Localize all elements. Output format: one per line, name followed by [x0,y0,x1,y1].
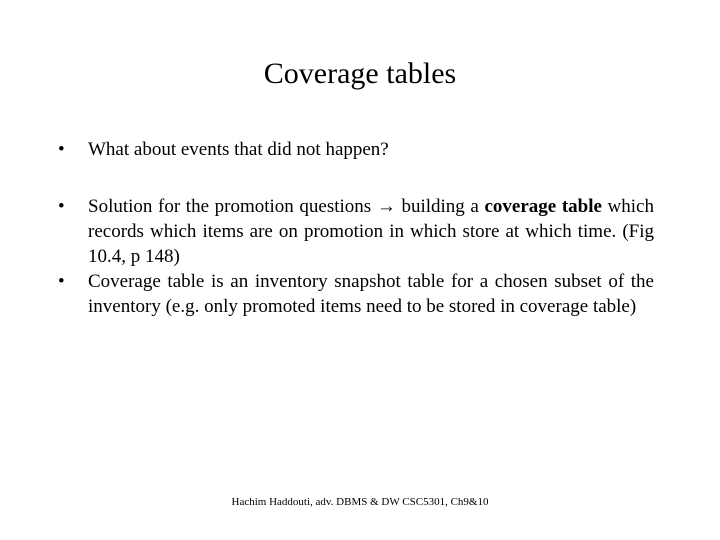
bullet-text: Coverage table is an inventory snapshot table for a chosen subset of the inventory (e.g. only promoted items need to be stored in coverage table) [88,271,654,317]
solution-text-end: which records which items are on promotion in which store at which time. (Fig 10.4, p 148) [88,196,654,267]
slide-title: Coverage tables [263,57,457,90]
coverage-table-term: coverage table [484,196,602,217]
bullet-item-solution [58,194,658,269]
solution-text-start: Solution for the promotion questions [88,196,377,217]
bullet-icon: • [58,196,65,217]
solution-text-mid: building a [395,196,485,217]
bullet-text [88,194,654,269]
right-arrow-icon: → [376,196,396,217]
bullet-text: What about events that did not happen? [88,139,389,160]
bullet-item-events [58,137,658,162]
bullet-icon: • [58,139,65,160]
bullet-icon: • [58,271,65,292]
slide-footer: Hachim Haddouti, adv. DBMS & DW CSC5301, Ch9&10 [231,496,489,508]
bullet-item-definition [58,269,658,319]
